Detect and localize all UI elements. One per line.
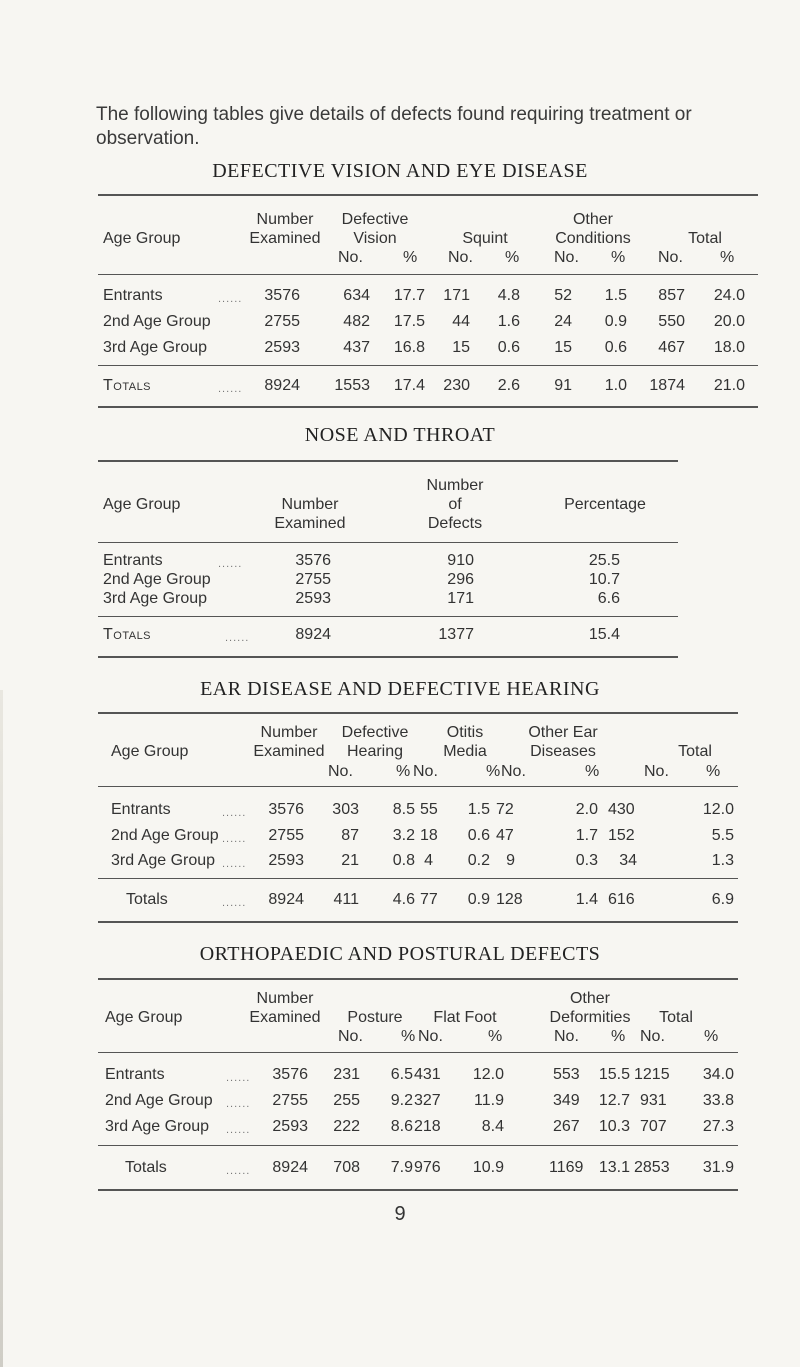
totals-cell: 2853 [634, 1159, 670, 1176]
leader-dots: ...... [218, 293, 243, 305]
ear-hdr-number-1: Number [260, 724, 318, 741]
totals-cell: 1.0 [604, 377, 627, 394]
totals-cell: 7.9 [390, 1159, 413, 1176]
ear-hdr-no: No. [644, 763, 669, 780]
leader-dots: ...... [222, 858, 247, 870]
vision-hdr-squint: Squint [462, 230, 508, 247]
table-cell: 0.8 [392, 852, 415, 869]
totals-cell: 1.4 [575, 891, 598, 908]
ortho-hdr-no: No. [554, 1028, 579, 1045]
totals-cell: 15.4 [588, 626, 620, 643]
nose-top-rule [98, 460, 678, 462]
ortho-hdr-other-2: Deformities [549, 1009, 631, 1026]
leader-dots: ...... [222, 807, 247, 819]
table-cell: 467 [658, 339, 685, 356]
totals-cell: 2.6 [497, 377, 520, 394]
nose-hdr-defects-2: of [448, 496, 462, 513]
leader-dots: ...... [226, 1124, 251, 1136]
nose-hdr-defects-1: Number [426, 477, 484, 494]
ortho-hdr-no: No. [338, 1028, 363, 1045]
table-cell: 18 [420, 827, 438, 844]
leader-dots: ...... [226, 1098, 251, 1110]
table-cell: 12.0 [702, 801, 734, 818]
table-cell: 11.9 [474, 1092, 504, 1109]
ear-hdr-otitis-1: Otitis [446, 724, 484, 741]
vision-totals-label: Totals [103, 377, 152, 394]
table-cell: 2593 [272, 1118, 308, 1135]
vision-row-label: Entrants [103, 287, 163, 304]
ear-hdr-pct: % [585, 763, 600, 780]
table-cell: 0.3 [575, 852, 598, 869]
table-cell: 255 [333, 1092, 360, 1109]
table-cell: 4.8 [497, 287, 520, 304]
totals-cell: 13.1 [598, 1159, 630, 1176]
table-cell: 550 [658, 313, 685, 330]
table-cell: 218 [414, 1118, 441, 1135]
ear-hdr-defective-1: Defective [341, 724, 409, 741]
vision-hdr-other-1: Other [572, 211, 613, 228]
table-cell: 21 [341, 852, 359, 869]
totals-cell: 0.9 [467, 891, 490, 908]
table-cell: 349 [553, 1092, 580, 1109]
vision-hdr-no: No. [658, 249, 683, 266]
ear-totals-label: Totals [126, 891, 168, 908]
ortho-totals-label: Totals [125, 1159, 167, 1176]
table-cell: 52 [554, 287, 572, 304]
table-cell: 87 [341, 827, 359, 844]
table-cell: 2755 [268, 827, 304, 844]
totals-cell: 976 [414, 1159, 441, 1176]
table-cell: 857 [658, 287, 685, 304]
table-cell: 27.3 [702, 1118, 734, 1135]
ear-bottom-rule [98, 921, 738, 923]
table-cell: 222 [333, 1118, 360, 1135]
table-cell: 2755 [272, 1092, 308, 1109]
vision-hdr-defective-1: Defective [341, 211, 409, 228]
table-cell: 2755 [264, 313, 300, 330]
vision-hdr-pct: % [403, 249, 418, 266]
table-cell: 25.5 [588, 552, 620, 569]
table-cell: 24 [554, 313, 572, 330]
totals-cell: 230 [443, 377, 470, 394]
table-cell: 482 [343, 313, 370, 330]
leader-dots: ...... [225, 632, 250, 644]
nose-hdr-number-1: Number [281, 496, 339, 513]
table-cell: 707 [640, 1118, 667, 1135]
totals-cell: 6.9 [711, 891, 734, 908]
leader-dots: ...... [226, 1072, 251, 1084]
totals-cell: 1377 [438, 626, 474, 643]
vision-hdr-pct: % [505, 249, 520, 266]
table-cell: 3576 [272, 1066, 308, 1083]
table-cell: 15 [452, 339, 470, 356]
ear-hdr-defective-2: Hearing [346, 743, 404, 760]
table-cell: 430 [608, 801, 635, 818]
ortho-row-label: 3rd Age Group [105, 1118, 210, 1135]
nose-header-rule [98, 542, 678, 543]
ear-hdr-no: No. [501, 763, 526, 780]
ortho-hdr-number-1: Number [256, 990, 314, 1007]
vision-hdr-number-1: Number [256, 211, 314, 228]
nose-hdr-percentage: Percentage [564, 496, 646, 513]
vision-hdr-defective-2: Vision [353, 230, 397, 247]
nose-row-label: 2nd Age Group [103, 571, 211, 588]
table-cell: 1.3 [711, 852, 734, 869]
table-cell: 2593 [264, 339, 300, 356]
table-cell: 44 [452, 313, 470, 330]
ear-header-rule [98, 786, 738, 787]
ortho-hdr-number-2: Examined [249, 1009, 321, 1026]
table-cell: 6.6 [597, 590, 620, 607]
table-cell: 15.5 [598, 1066, 630, 1083]
table-cell: 171 [443, 287, 470, 304]
totals-cell: 8924 [272, 1159, 308, 1176]
ear-hdr-number-2: Examined [253, 743, 325, 760]
totals-cell: 17.4 [393, 377, 425, 394]
vision-top-rule [98, 194, 758, 196]
vision-hdr-age-group: Age Group [103, 230, 181, 247]
vision-totals-rule [98, 365, 758, 366]
table-cell: 3.2 [392, 827, 415, 844]
table-cell: 931 [640, 1092, 667, 1109]
ear-hdr-pct: % [486, 763, 501, 780]
page-number: 9 [394, 1203, 406, 1225]
totals-cell: 1553 [334, 377, 370, 394]
totals-cell: 8924 [264, 377, 300, 394]
totals-cell: 91 [554, 377, 572, 394]
table-cell: 327 [414, 1092, 441, 1109]
ortho-title: ORTHOPAEDIC AND POSTURAL DEFECTS [199, 943, 601, 965]
nose-totals-label: Totals [103, 626, 152, 643]
table-cell: 2593 [295, 590, 331, 607]
vision-hdr-no: No. [448, 249, 473, 266]
vision-bottom-rule [98, 406, 758, 408]
nose-row-label: Entrants [103, 552, 163, 569]
table-cell: 0.6 [497, 339, 520, 356]
ear-row-label: Entrants [111, 801, 171, 818]
table-cell: 0.6 [467, 827, 490, 844]
ear-hdr-no: No. [413, 763, 438, 780]
table-cell: 2755 [295, 571, 331, 588]
ear-hdr-total: Total [678, 743, 712, 760]
table-cell: 296 [447, 571, 474, 588]
table-cell: 18.0 [713, 339, 745, 356]
intro-text: The following tables give details of defects found requiring treatment or observation. [96, 104, 692, 149]
table-cell: 2593 [268, 852, 304, 869]
table-cell: 34.0 [702, 1066, 734, 1083]
ortho-top-rule [98, 978, 738, 980]
nose-row-label: 3rd Age Group [103, 590, 208, 607]
table-cell: 1.5 [467, 801, 490, 818]
table-cell: 17.5 [393, 313, 425, 330]
ortho-header-rule [98, 1052, 738, 1053]
totals-cell: 4.6 [392, 891, 415, 908]
ortho-hdr-no: No. [640, 1028, 665, 1045]
ortho-hdr-pct: % [611, 1028, 626, 1045]
table-cell: 17.7 [393, 287, 425, 304]
ortho-hdr-flat-foot: Flat Foot [433, 1009, 497, 1026]
nose-hdr-age-group: Age Group [103, 496, 181, 513]
ear-top-rule [98, 712, 738, 714]
totals-cell: 31.9 [702, 1159, 734, 1176]
table-cell: 152 [608, 827, 635, 844]
table-cell: 1.5 [604, 287, 627, 304]
table-cell: 3576 [264, 287, 300, 304]
leader-dots: ...... [222, 833, 247, 845]
vision-hdr-pct: % [720, 249, 735, 266]
ear-hdr-pct: % [396, 763, 411, 780]
nose-totals-rule [98, 616, 678, 617]
table-cell: 171 [447, 590, 474, 607]
table-cell: 1.6 [497, 313, 520, 330]
table-cell: 8.6 [390, 1118, 413, 1135]
ortho-hdr-pct: % [704, 1028, 719, 1045]
leader-dots: ...... [222, 897, 247, 909]
table-cell: 0.9 [604, 313, 627, 330]
ear-hdr-other-2: Diseases [530, 743, 596, 760]
binding-edge [0, 690, 3, 1367]
nose-hdr-number-2: Examined [274, 515, 346, 532]
ortho-hdr-no: No. [418, 1028, 443, 1045]
vision-row-label: 2nd Age Group [103, 313, 211, 330]
leader-dots: ...... [218, 558, 243, 570]
table-cell: 8.4 [481, 1118, 504, 1135]
ortho-hdr-pct: % [488, 1028, 503, 1045]
table-cell: 9 [506, 852, 515, 869]
ear-hdr-otitis-2: Media [443, 743, 487, 760]
table-cell: 3576 [295, 552, 331, 569]
vision-hdr-other-2: Conditions [555, 230, 631, 247]
table-cell: 8.5 [392, 801, 415, 818]
ear-hdr-age-group: Age Group [111, 743, 189, 760]
ear-row-label: 2nd Age Group [111, 827, 219, 844]
leader-dots: ...... [226, 1165, 251, 1177]
table-cell: 1.7 [575, 827, 598, 844]
table-cell: 231 [333, 1066, 360, 1083]
ortho-hdr-other-1: Other [569, 990, 610, 1007]
table-cell: 12.7 [598, 1092, 630, 1109]
ortho-hdr-posture: Posture [347, 1009, 403, 1026]
ortho-row-label: 2nd Age Group [105, 1092, 213, 1109]
ortho-bottom-rule [98, 1189, 738, 1191]
vision-row-label: 3rd Age Group [103, 339, 208, 356]
totals-cell: 8924 [268, 891, 304, 908]
table-cell: 20.0 [713, 313, 745, 330]
table-cell: 0.2 [467, 852, 490, 869]
totals-cell: 21.0 [713, 377, 745, 394]
ortho-hdr-total: Total [659, 1009, 693, 1026]
ear-hdr-no: No. [328, 763, 353, 780]
table-cell: 634 [343, 287, 370, 304]
ortho-totals-rule [98, 1145, 738, 1146]
nose-title: NOSE AND THROAT [304, 424, 496, 446]
vision-hdr-no: No. [338, 249, 363, 266]
ear-title: EAR DISEASE AND DEFECTIVE HEARING [200, 678, 600, 700]
table-cell: 47 [496, 827, 514, 844]
table-cell: 267 [553, 1118, 580, 1135]
table-cell: 1215 [634, 1066, 670, 1083]
totals-cell: 1874 [649, 377, 685, 394]
totals-cell: 411 [333, 891, 359, 908]
table-cell: 431 [414, 1066, 441, 1083]
table-cell: 0.6 [604, 339, 627, 356]
totals-cell: 8924 [295, 626, 331, 643]
vision-title: DEFECTIVE VISION AND EYE DISEASE [212, 160, 588, 182]
vision-hdr-total: Total [688, 230, 722, 247]
table-cell: 10.3 [598, 1118, 630, 1135]
table-cell: 33.8 [702, 1092, 734, 1109]
vision-hdr-number-2: Examined [249, 230, 321, 247]
vision-hdr-pct: % [611, 249, 626, 266]
ear-hdr-pct: % [706, 763, 721, 780]
totals-cell: 10.9 [472, 1159, 504, 1176]
table-cell: 34 [619, 852, 637, 869]
totals-cell: 708 [333, 1159, 360, 1176]
table-cell: 9.2 [390, 1092, 413, 1109]
ortho-row-label: Entrants [105, 1066, 165, 1083]
nose-bottom-rule [98, 656, 678, 658]
table-cell: 24.0 [713, 287, 745, 304]
table-cell: 553 [553, 1066, 580, 1083]
table-cell: 15 [554, 339, 572, 356]
nose-hdr-defects-3: Defects [427, 515, 483, 532]
ear-totals-rule [98, 878, 738, 879]
table-cell: 2.0 [575, 801, 598, 818]
table-cell: 10.7 [588, 571, 620, 588]
totals-cell: 77 [420, 891, 438, 908]
vision-hdr-no: No. [554, 249, 579, 266]
totals-cell: 128 [496, 891, 523, 908]
table-cell: 3576 [268, 801, 304, 818]
ear-hdr-other-1: Other Ear [528, 724, 598, 741]
ear-row-label: 3rd Age Group [111, 852, 216, 869]
table-cell: 72 [496, 801, 514, 818]
totals-cell: 1169 [549, 1159, 584, 1176]
table-cell: 437 [343, 339, 370, 356]
table-cell: 4 [424, 852, 433, 869]
leader-dots: ...... [218, 383, 243, 395]
table-cell: 910 [447, 552, 474, 569]
table-cell: 55 [420, 801, 438, 818]
vision-header-rule [98, 274, 758, 275]
ortho-hdr-pct: % [401, 1028, 416, 1045]
table-cell: 303 [332, 801, 359, 818]
totals-cell: 616 [608, 891, 635, 908]
table-cell: 16.8 [393, 339, 425, 356]
table-cell: 5.5 [711, 827, 734, 844]
table-cell: 6.5 [390, 1066, 413, 1083]
table-cell: 12.0 [472, 1066, 504, 1083]
ortho-hdr-age-group: Age Group [105, 1009, 183, 1026]
